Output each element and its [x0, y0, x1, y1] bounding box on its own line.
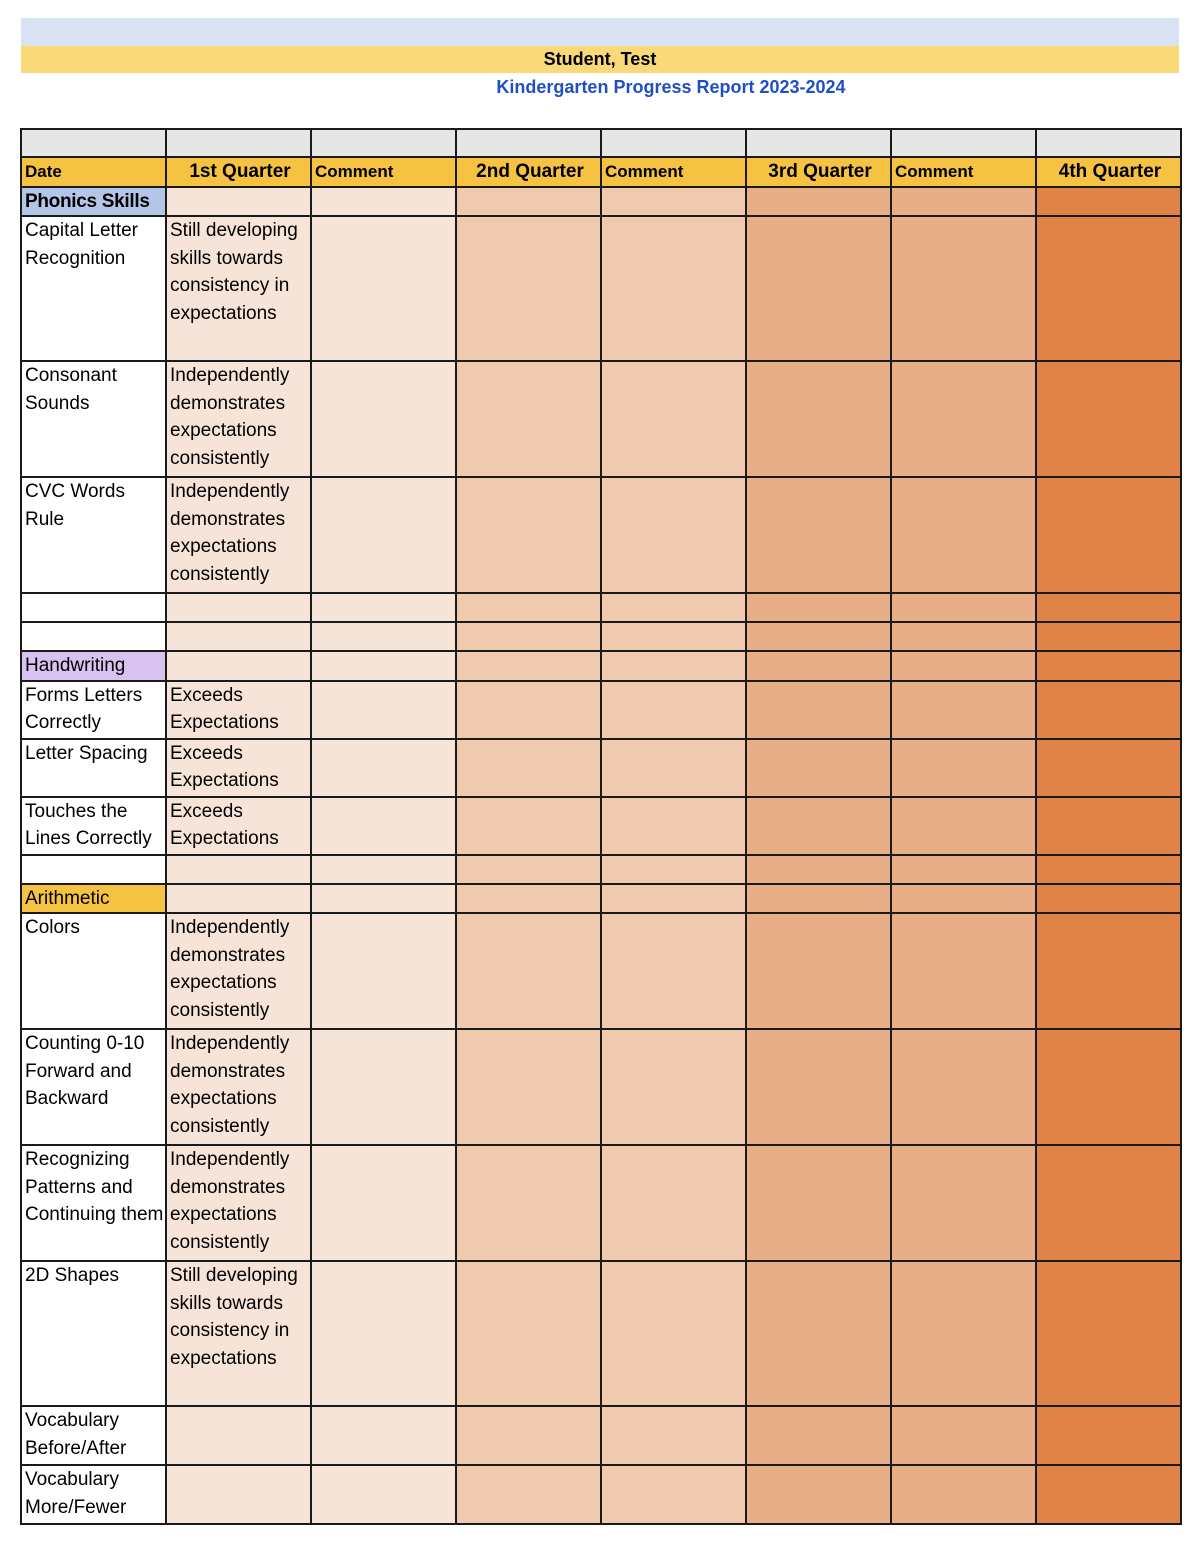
- col-date: Date: [21, 157, 166, 187]
- table-row: [21, 361, 1181, 477]
- q1-rating: Exceeds Expectations: [166, 797, 311, 855]
- table-row: [21, 216, 1181, 361]
- q1-rating: [166, 1465, 311, 1524]
- skill-name: Vocabulary More/Fewer: [21, 1465, 166, 1524]
- col-q1-comment: Comment: [311, 157, 456, 187]
- student-name: Student, Test: [21, 46, 1179, 73]
- section-row-phonics: [21, 187, 1181, 217]
- skill-name: Consonant Sounds: [21, 361, 166, 477]
- section-row-handwriting: [21, 651, 1181, 681]
- col-q3-comment: Comment: [891, 157, 1036, 187]
- q1-rating: Independently demonstrates expectations consistently: [166, 477, 311, 593]
- table-row: [21, 739, 1181, 797]
- table-row: [21, 1145, 1181, 1261]
- skill-name: Colors: [21, 913, 166, 1029]
- skill-name: Vocabulary Before/After: [21, 1406, 166, 1465]
- col-q3: 3rd Quarter: [746, 157, 891, 187]
- skill-name: Forms Letters Correctly: [21, 681, 166, 739]
- table-row: [21, 477, 1181, 593]
- q1-rating: Independently demonstrates expectations consistently: [166, 1145, 311, 1261]
- q1-rating: [166, 1406, 311, 1465]
- section-title-phonics: Phonics Skills: [21, 187, 166, 217]
- table-row: [21, 1406, 1181, 1465]
- table-row: [21, 1029, 1181, 1145]
- q1-rating: Exceeds Expectations: [166, 739, 311, 797]
- section-title-arithmetic: Arithmetic: [21, 884, 166, 914]
- col-q4: 4th Quarter: [1036, 157, 1181, 187]
- spacer-row: [21, 622, 1181, 651]
- section-row-arithmetic: [21, 884, 1181, 914]
- q1-rating: Independently demonstrates expectations consistently: [166, 913, 311, 1029]
- progress-report-table: [20, 128, 1182, 1525]
- empty-row: [21, 855, 1181, 884]
- q1-rating: Independently demonstrates expectations consistently: [166, 1029, 311, 1145]
- col-q1: 1st Quarter: [166, 157, 311, 187]
- top-color-band: [21, 18, 1179, 46]
- header-spacer-row: [21, 129, 1181, 157]
- q1-rating: Still developing skills towards consistency in expectations: [166, 1261, 311, 1406]
- report-title: Kindergarten Progress Report 2023-2024: [496, 77, 846, 97]
- col-q2: 2nd Quarter: [456, 157, 601, 187]
- table-row: [21, 913, 1181, 1029]
- skill-name: Counting 0-10 Forward and Backward: [21, 1029, 166, 1145]
- table-row: [21, 1261, 1181, 1406]
- q1-rating: Independently demonstrates expectations consistently: [166, 361, 311, 477]
- skill-name: Touches the Lines Correctly: [21, 797, 166, 855]
- skill-name: 2D Shapes: [21, 1261, 166, 1406]
- column-header-row: [21, 157, 1181, 187]
- skill-name: CVC Words Rule: [21, 477, 166, 593]
- table-row: [21, 681, 1181, 739]
- q1-rating: Exceeds Expectations: [166, 681, 311, 739]
- table-row: [21, 797, 1181, 855]
- skill-name: Capital Letter Recognition: [21, 216, 166, 361]
- section-title-handwriting: Handwriting: [21, 651, 166, 681]
- q1-rating: Still developing skills towards consistency in expectations: [166, 216, 311, 361]
- skill-name: Recognizing Patterns and Continuing them: [21, 1145, 166, 1261]
- table-row: [21, 1465, 1181, 1524]
- col-q2-comment: Comment: [601, 157, 746, 187]
- empty-row: [21, 593, 1181, 622]
- skill-name: Letter Spacing: [21, 739, 166, 797]
